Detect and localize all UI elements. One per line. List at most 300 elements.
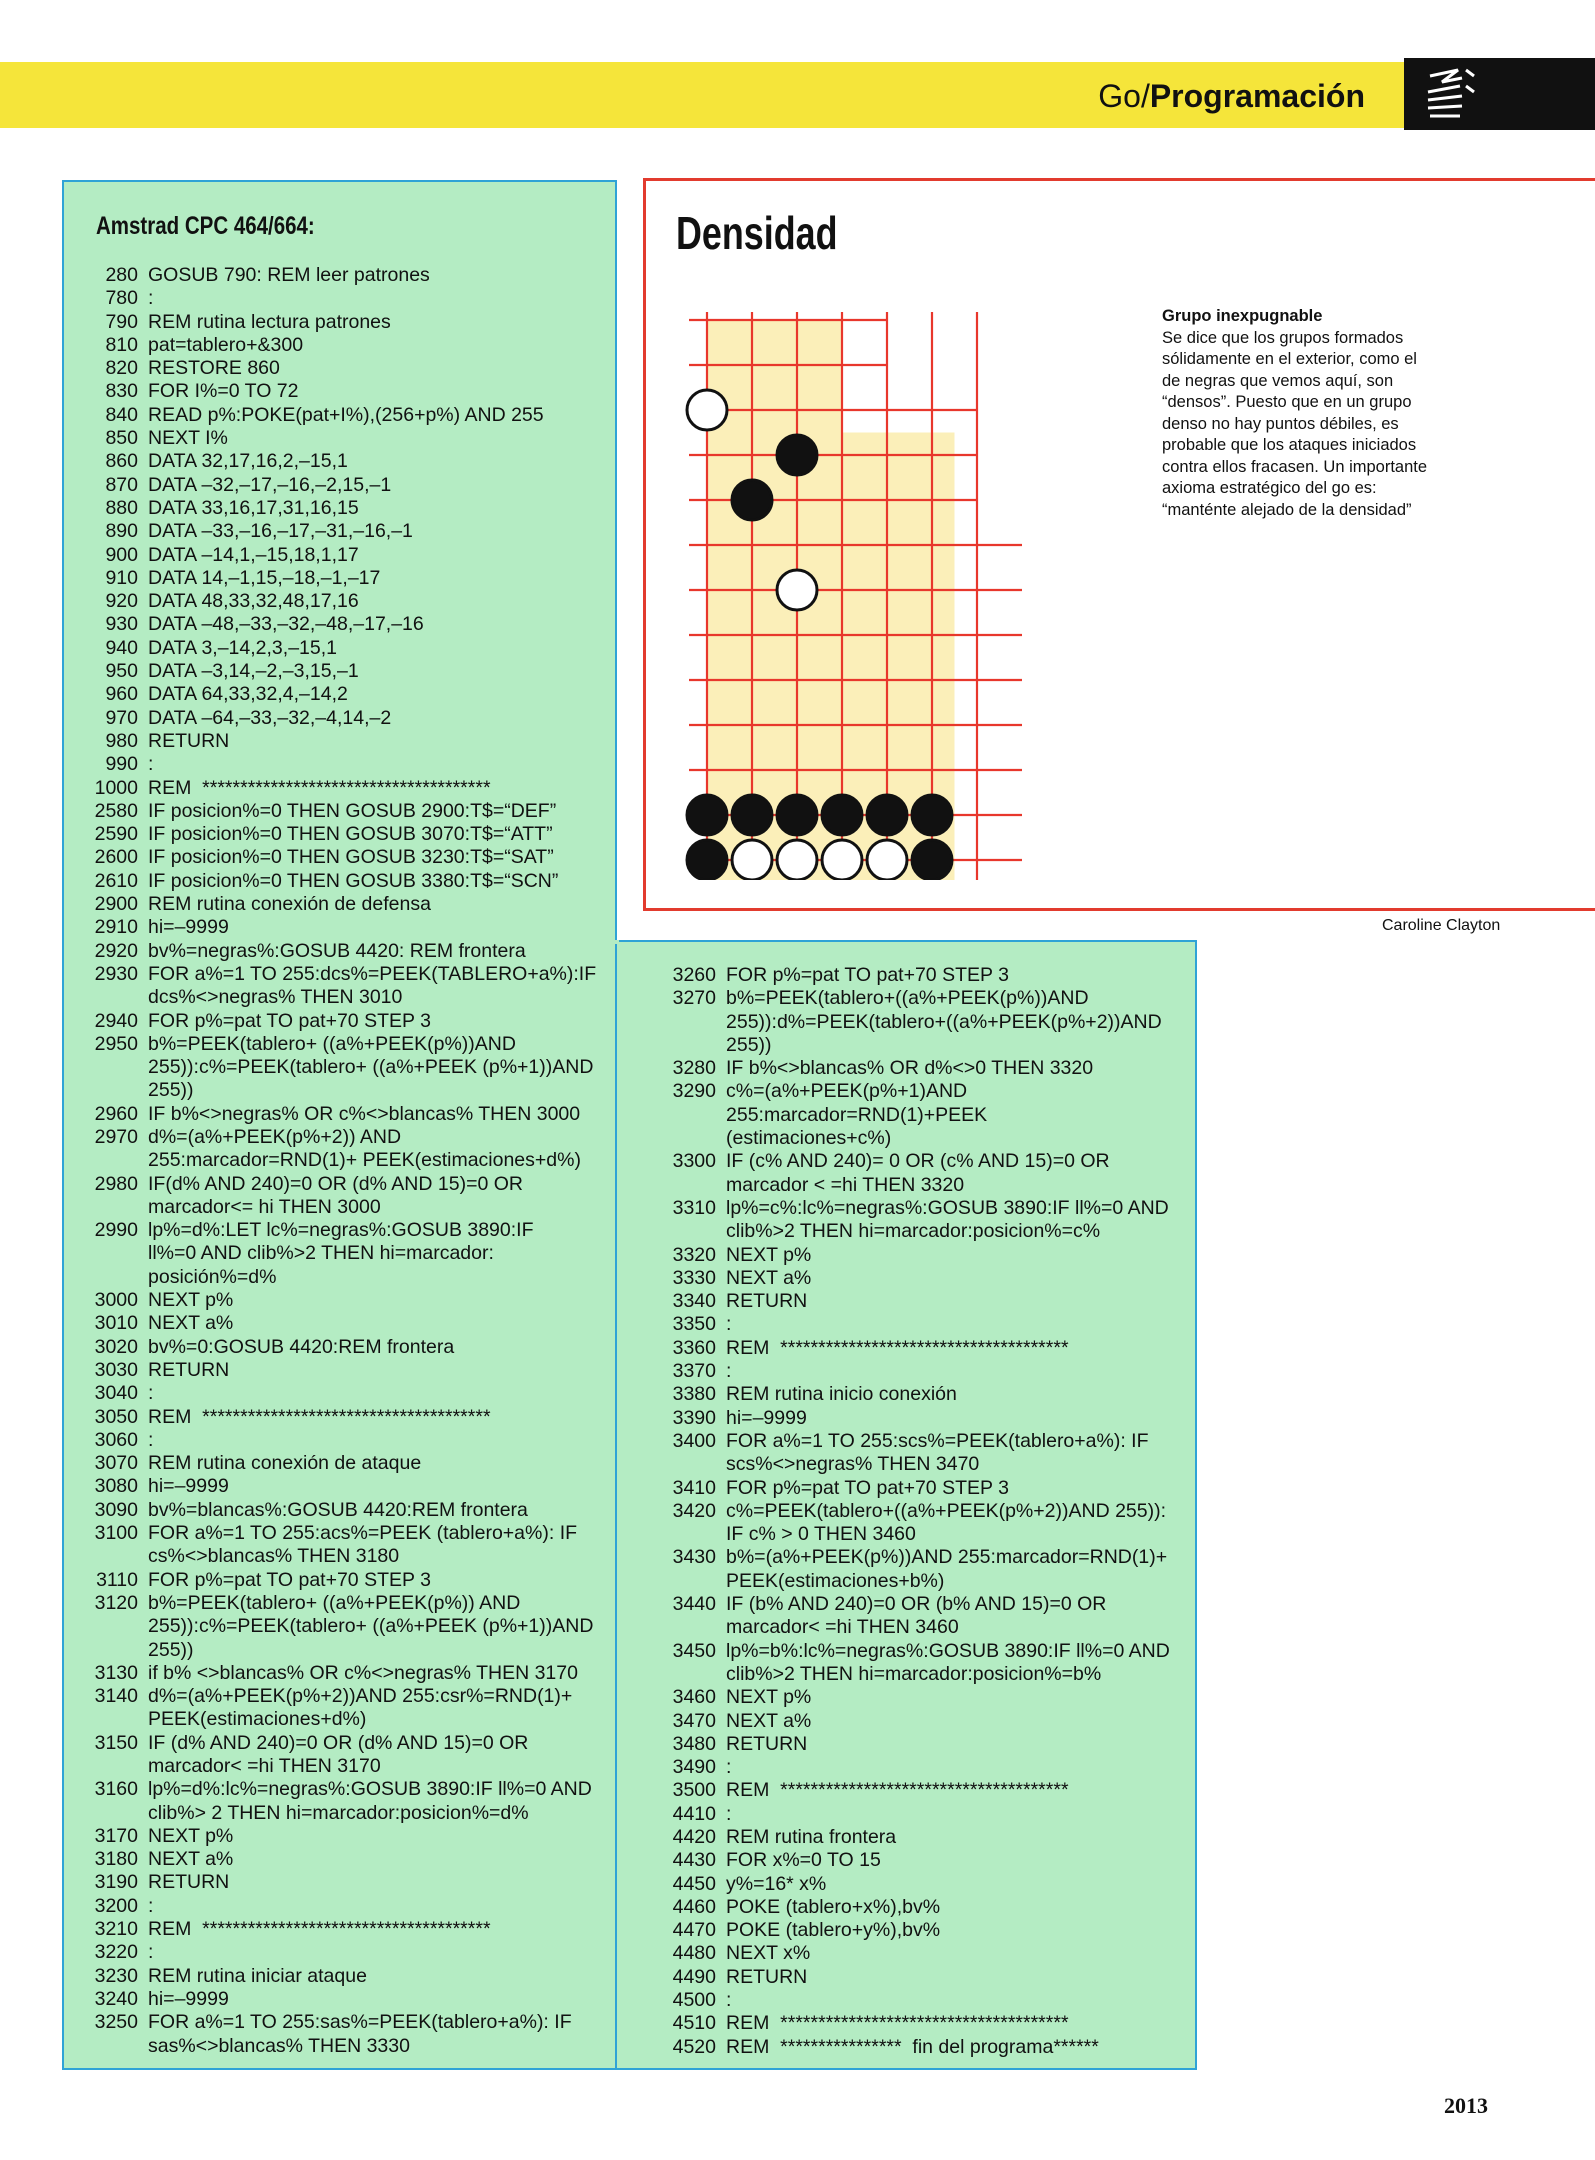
line-code: lp%=d%:LET lc%=negras%:GOSUB 3890:IF (148, 1219, 534, 1242)
line-code: DATA 32,17,16,2,–15,1 (148, 450, 348, 473)
line-number: 3110 (96, 1568, 138, 1591)
line-code: IF b%<>negras% OR c%<>blancas% THEN 3000 (148, 1102, 581, 1125)
line-code: IF (c% AND 240)= 0 OR (c% AND 15)=0 OR (726, 1150, 1110, 1173)
go-board-diagram (680, 290, 1060, 880)
line-code: FOR p%=pat TO pat+70 STEP 3 (726, 1476, 1009, 1499)
line-code: IF (b% AND 240)=0 OR (b% AND 15)=0 OR (726, 1593, 1107, 1616)
code-line (664, 1477, 1170, 1500)
line-number: 2960 (94, 1102, 138, 1125)
line-number: 4460 (672, 1895, 716, 1918)
line-code: b%=PEEK(tablero+((a%+PEEK(p%))AND (726, 987, 1089, 1010)
code-line (86, 1126, 596, 1149)
caption-title: Grupo inexpugnable (1162, 307, 1323, 325)
line-number: 3120 (94, 1591, 138, 1614)
line-number: 900 (105, 543, 138, 566)
black-stone (777, 435, 817, 475)
line-code: FOR p%=pat TO pat+70 STEP 3 (726, 964, 1009, 986)
white-stone (687, 390, 727, 430)
line-code: : (148, 1382, 154, 1405)
line-code: FOR x%=0 TO 15 (726, 1849, 881, 1872)
line-number: 3030 (94, 1358, 138, 1381)
line-code: RETURN (726, 1290, 808, 1313)
line-number: 3500 (672, 1779, 716, 1802)
line-number: 3400 (672, 1429, 716, 1452)
line-number: 810 (105, 333, 138, 356)
line-number: 2580 (94, 799, 138, 822)
line-code: IF posicion%=0 THEN GOSUB 3380:T$=“SCN” (148, 869, 559, 892)
code-line (86, 800, 596, 823)
line-code: DATA 33,16,17,31,16,15 (148, 496, 359, 519)
line-number: 4470 (672, 1919, 716, 1942)
code-line (86, 1639, 596, 1662)
line-number: 890 (105, 520, 138, 543)
line-number: 3420 (672, 1499, 716, 1522)
code-line (664, 1383, 1170, 1406)
line-code: DATA 3,–14,2,3,–15,1 (148, 636, 337, 659)
white-stone (777, 570, 817, 610)
code-line (86, 1569, 596, 1592)
black-stone (777, 795, 817, 835)
line-number: 3060 (94, 1428, 138, 1451)
code-line (86, 1149, 596, 1172)
line-code: REM rutina conexión de defensa (148, 893, 431, 916)
line-code: REM ************************************** (148, 1918, 491, 1941)
code-line (86, 287, 596, 310)
code-line (664, 1546, 1170, 1569)
line-code: 255)) (726, 1033, 772, 1056)
code-line (664, 1360, 1170, 1383)
line-code: marcador< =hi THEN 3460 (726, 1616, 959, 1639)
line-number: 3340 (672, 1290, 716, 1313)
code-line (86, 357, 596, 380)
code-line (86, 380, 596, 403)
code-line (86, 1359, 596, 1382)
code-line (664, 1966, 1170, 1989)
line-code: marcador<= hi THEN 3000 (148, 1195, 381, 1218)
line-code: IF posicion%=0 THEN GOSUB 3230:T$=“SAT” (148, 846, 554, 869)
line-number: 2990 (94, 1219, 138, 1242)
line-code: REM ************************************** (726, 1779, 1069, 1802)
line-number: 3410 (672, 1476, 716, 1499)
code-line (664, 1127, 1170, 1150)
code-line (86, 1848, 596, 1871)
code-line (664, 1779, 1170, 1802)
line-code: FOR I%=0 TO 72 (148, 380, 299, 403)
line-number: 3010 (94, 1312, 138, 1335)
line-code: b%=PEEK(tablero+ ((a%+PEEK(p%))AND (148, 1032, 516, 1055)
line-number: 790 (105, 310, 138, 333)
line-number: 870 (105, 473, 138, 496)
line-number: 3280 (672, 1057, 716, 1080)
line-number: 2900 (94, 893, 138, 916)
line-number: 780 (105, 287, 138, 310)
line-number: 960 (105, 683, 138, 706)
line-code: lp%=b%:lc%=negras%:GOSUB 3890:IF ll%=0 AND (726, 1639, 1170, 1662)
code-line (664, 1034, 1170, 1057)
line-code: : (726, 1313, 732, 1336)
code-line (86, 1918, 596, 1941)
line-code: PEEK(estimaciones+b%) (726, 1569, 945, 1592)
line-number: 4420 (672, 1825, 716, 1848)
line-number: 3090 (94, 1498, 138, 1521)
code-line (664, 1616, 1170, 1639)
line-code: IF c% > 0 THEN 3460 (726, 1523, 916, 1546)
line-code: REM rutina iniciar ataque (148, 1964, 367, 1987)
line-number: 3180 (94, 1848, 138, 1871)
line-number: 880 (105, 496, 138, 519)
line-code: : (726, 1802, 732, 1825)
line-number: 3000 (94, 1289, 138, 1312)
code-line (664, 1220, 1170, 1243)
line-code: : (726, 1989, 732, 2012)
code-line (86, 1475, 596, 1498)
line-number: 3220 (94, 1941, 138, 1964)
line-number: 820 (105, 357, 138, 380)
line-number: 3150 (94, 1731, 138, 1754)
line-code: hi=–9999 (148, 916, 229, 939)
code-line (86, 590, 596, 613)
line-code: dcs%<>negras% THEN 3010 (148, 986, 403, 1009)
line-number: 4410 (672, 1802, 716, 1825)
code-line (664, 1244, 1170, 1267)
line-number: 3140 (94, 1685, 138, 1708)
line-code: POKE (tablero+y%),bv% (726, 1919, 941, 1942)
line-code: clib%>2 THEN hi=marcador:posicion%=b% (726, 1662, 1102, 1685)
line-code: hi=–9999 (148, 1475, 229, 1498)
line-code: DATA 64,33,32,4,–14,2 (148, 683, 348, 706)
code-line (86, 450, 596, 473)
code-line (664, 1663, 1170, 1686)
code-line (86, 730, 596, 753)
line-code: DATA –32,–17,–16,–2,15,–1 (148, 473, 392, 496)
line-number: 3250 (94, 2011, 138, 2034)
code-line (86, 474, 596, 497)
line-code: DATA –33,–16,–17,–31,–16,–1 (148, 520, 413, 543)
code-line (86, 1755, 596, 1778)
line-code: DATA 48,33,32,48,17,16 (148, 590, 359, 613)
line-number: 3040 (94, 1382, 138, 1405)
code-line (664, 1407, 1170, 1430)
line-number: 3290 (672, 1080, 716, 1103)
black-stone (822, 795, 862, 835)
code-line (86, 1289, 596, 1312)
line-number: 3210 (94, 1918, 138, 1941)
line-code: READ p%:POKE(pat+I%),(256+p%) AND 255 (148, 403, 544, 426)
line-number: 3480 (672, 1732, 716, 1755)
code-line (664, 1197, 1170, 1220)
line-number: 3230 (94, 1964, 138, 1987)
line-code: scs%<>negras% THEN 3470 (726, 1453, 980, 1476)
line-code: NEXT p% (148, 1289, 234, 1312)
black-stone (732, 480, 772, 520)
code-line (86, 1406, 596, 1429)
line-code: : (148, 753, 154, 776)
line-code: IF(d% AND 240)=0 OR (d% AND 15)=0 OR (148, 1172, 523, 1195)
illustration-credit: Caroline Clayton (1382, 917, 1501, 934)
code-line (86, 1708, 596, 1731)
code-line (86, 1033, 596, 1056)
code-line (86, 1662, 596, 1685)
code-line (86, 1196, 596, 1219)
line-code: if b% <>blancas% OR c%<>negras% THEN 3170 (148, 1661, 578, 1684)
code-line (86, 777, 596, 800)
line-code: RETURN (726, 1732, 808, 1755)
code-line (664, 1803, 1170, 1826)
line-code: (estimaciones+c%) (726, 1127, 892, 1150)
code-line (86, 427, 596, 450)
line-code: lp%=c%:lc%=negras%:GOSUB 3890:IF ll%=0 AND (726, 1196, 1169, 1219)
line-number: 3130 (94, 1661, 138, 1684)
line-code: GOSUB 790: REM leer patrones (148, 264, 430, 286)
line-number: 3350 (672, 1313, 716, 1336)
line-code: 255)):c%=PEEK(tablero+ ((a%+PEEK (p%+1))AND (148, 1615, 594, 1638)
line-number: 2930 (94, 962, 138, 985)
line-number: 3370 (672, 1360, 716, 1383)
line-number: 910 (105, 566, 138, 589)
code-line (664, 2036, 1170, 2059)
code-line (664, 1267, 1170, 1290)
line-number: 3390 (672, 1406, 716, 1429)
code-line (86, 1592, 596, 1615)
code-line (664, 1826, 1170, 1849)
line-code: NEXT a% (148, 1312, 234, 1335)
code-line (664, 1150, 1170, 1173)
line-number: 850 (105, 427, 138, 450)
code-line (664, 1523, 1170, 1546)
line-number: 3460 (672, 1686, 716, 1709)
line-number: 4520 (672, 2035, 716, 2058)
code-line (664, 987, 1170, 1010)
line-code: POKE (tablero+x%),bv% (726, 1895, 941, 1918)
line-code: FOR a%=1 TO 255:scs%=PEEK(tablero+a%): IF (726, 1429, 1149, 1452)
line-code: PEEK(estimaciones+d%) (148, 1708, 367, 1731)
line-code: RESTORE 860 (148, 357, 280, 380)
line-number: 4500 (672, 1989, 716, 2012)
line-number: 3260 (672, 964, 716, 986)
code-line (86, 264, 596, 287)
line-code: NEXT p% (148, 1824, 234, 1847)
code-line (86, 1871, 596, 1894)
line-number: 3330 (672, 1266, 716, 1289)
line-number: 3380 (672, 1383, 716, 1406)
code-column-2 (664, 964, 1170, 2059)
line-code: REM **************** fin del programa****** (726, 2035, 1099, 2058)
line-code: 255)):c%=PEEK(tablero+ ((a%+PEEK (p%+1))AND (148, 1056, 594, 1079)
line-code: ll%=0 AND clib%>2 THEN hi=marcador: (148, 1242, 494, 1265)
line-number: 3310 (672, 1196, 716, 1219)
code-line (664, 1313, 1170, 1336)
code-line (664, 1640, 1170, 1663)
code-line (86, 1103, 596, 1126)
line-number: 930 (105, 613, 138, 636)
line-code: FOR p%=pat TO pat+70 STEP 3 (148, 1009, 431, 1032)
code-line (86, 870, 596, 893)
line-code: hi=–9999 (726, 1406, 807, 1429)
line-code: FOR a%=1 TO 255:acs%=PEEK (tablero+a%): IF (148, 1522, 578, 1545)
line-code: IF posicion%=0 THEN GOSUB 2900:T$=“DEF” (148, 799, 557, 822)
code-line (86, 893, 596, 916)
line-code: FOR a%=1 TO 255:sas%=PEEK(tablero+a%): IF (148, 2011, 572, 2034)
line-code: IF (d% AND 240)=0 OR (d% AND 15)=0 OR (148, 1731, 529, 1754)
line-code: clib%>2 THEN hi=marcador:posicion%=c% (726, 1220, 1101, 1243)
code-line (86, 1452, 596, 1475)
code-line (664, 1919, 1170, 1942)
code-line (86, 1056, 596, 1079)
line-code: NEXT x% (726, 1942, 811, 1965)
line-number: 3080 (94, 1475, 138, 1498)
line-number: 2610 (94, 869, 138, 892)
code-line (86, 334, 596, 357)
code-line (86, 1965, 596, 1988)
black-stone (732, 795, 772, 835)
white-stone (732, 840, 772, 880)
code-line (664, 1430, 1170, 1453)
section-header (1098, 78, 1365, 115)
line-code: b%=PEEK(tablero+ ((a%+PEEK(p%)) AND (148, 1591, 521, 1614)
code-line (86, 846, 596, 869)
line-number: 3100 (94, 1522, 138, 1545)
section-prefix: Go/ (1098, 78, 1150, 114)
line-number: 3320 (672, 1243, 716, 1266)
code-line (86, 1732, 596, 1755)
line-code: RETURN (148, 729, 230, 752)
line-number: 3470 (672, 1709, 716, 1732)
line-code: marcador< =hi THEN 3170 (148, 1755, 381, 1777)
line-number: 3190 (94, 1871, 138, 1894)
code-line (86, 1545, 596, 1568)
code-line (664, 1733, 1170, 1756)
black-stone (687, 840, 727, 880)
code-line (86, 1778, 596, 1801)
line-code: DATA –64,–33,–32,–4,14,–2 (148, 706, 392, 729)
code-line (664, 1849, 1170, 1872)
line-code: DATA –48,–33,–32,–48,–17,–16 (148, 613, 424, 636)
line-code: : (148, 1894, 154, 1917)
code-line (664, 1873, 1170, 1896)
code-line (86, 1010, 596, 1033)
code-line (86, 1895, 596, 1918)
line-number: 990 (105, 753, 138, 776)
black-stone (867, 795, 907, 835)
line-code: bv%=blancas%:GOSUB 4420:REM frontera (148, 1498, 528, 1521)
line-number: 4430 (672, 1849, 716, 1872)
line-code: marcador < =hi THEN 3320 (726, 1173, 965, 1196)
code-line (86, 753, 596, 776)
code-line (86, 1382, 596, 1405)
code-line (86, 613, 596, 636)
line-number: 840 (105, 403, 138, 426)
code-line (86, 1429, 596, 1452)
line-code: REM ************************************** (148, 1405, 491, 1428)
white-stone (867, 840, 907, 880)
code-line (664, 2012, 1170, 2035)
code-line (664, 1593, 1170, 1616)
code-line (86, 940, 596, 963)
code-line (664, 964, 1170, 987)
black-stone (912, 795, 952, 835)
line-number: 4480 (672, 1942, 716, 1965)
line-code: NEXT p% (726, 1243, 812, 1266)
line-code: REM ************************************** (726, 1336, 1069, 1359)
line-number: 2950 (94, 1032, 138, 1055)
code-line (86, 707, 596, 730)
line-number: 970 (105, 706, 138, 729)
line-number: 3300 (672, 1150, 716, 1173)
line-number: 2970 (94, 1125, 138, 1148)
code-line (86, 497, 596, 520)
code-line (664, 1337, 1170, 1360)
line-number: 3170 (94, 1824, 138, 1847)
line-code: lp%=d%:lc%=negras%:GOSUB 3890:IF ll%=0 AND (148, 1778, 592, 1801)
line-code: : (726, 1360, 732, 1383)
code-line (664, 1570, 1170, 1593)
line-code: 255)):d%=PEEK(tablero+((a%+PEEK(p%+2))AND (726, 1010, 1162, 1033)
line-code: NEXT a% (726, 1266, 812, 1289)
line-code: sas%<>blancas% THEN 3330 (148, 2034, 410, 2057)
line-code: REM rutina inicio conexión (726, 1383, 957, 1406)
line-code: cs%<>blancas% THEN 3180 (148, 1545, 400, 1568)
code-line (664, 1896, 1170, 1919)
line-number: 3240 (94, 1987, 138, 2010)
line-code: FOR p%=pat TO pat+70 STEP 3 (148, 1568, 431, 1591)
code-line (86, 916, 596, 939)
white-stone (822, 840, 862, 880)
line-number: 940 (105, 636, 138, 659)
line-number: 3050 (94, 1405, 138, 1428)
line-code: b%=(a%+PEEK(p%))AND 255:marcador=RND(1)+ (726, 1546, 1168, 1569)
code-line (86, 2035, 596, 2058)
line-number: 3360 (672, 1336, 716, 1359)
code-line (664, 1686, 1170, 1709)
code-line (664, 1290, 1170, 1313)
line-code: RETURN (726, 1965, 808, 1988)
code-line (86, 660, 596, 683)
line-code: 255:marcador=RND(1)+PEEK (726, 1103, 988, 1126)
line-number: 920 (105, 590, 138, 613)
code-line (86, 986, 596, 1009)
line-number: 2980 (94, 1172, 138, 1195)
code-line (664, 1989, 1170, 2012)
line-code: REM rutina frontera (726, 1825, 897, 1848)
line-code: NEXT a% (148, 1848, 234, 1871)
figure-title: Densidad (676, 207, 838, 259)
line-number: 980 (105, 729, 138, 752)
code-line (86, 311, 596, 334)
code-line (664, 1104, 1170, 1127)
line-code: 255)) (148, 1079, 194, 1102)
code-line (664, 1057, 1170, 1080)
code-line (664, 1710, 1170, 1733)
line-code: REM rutina lectura patrones (148, 310, 391, 333)
line-code: : (726, 1756, 732, 1779)
line-number: 3070 (94, 1452, 138, 1475)
code-line (664, 1080, 1170, 1103)
code-line (86, 1825, 596, 1848)
line-code: FOR a%=1 TO 255:dcs%=PEEK(TABLERO+a%):IF (148, 962, 597, 985)
line-code: d%=(a%+PEEK(p%+2)) AND (148, 1125, 402, 1148)
black-stone (687, 795, 727, 835)
line-code: DATA 14,–1,15,–18,–1,–17 (148, 566, 381, 589)
code-line (86, 567, 596, 590)
code-line (86, 1988, 596, 2011)
line-number: 3440 (672, 1593, 716, 1616)
line-code: IF b%<>blancas% OR d%<>0 THEN 3320 (726, 1057, 1094, 1080)
listing-heading: Amstrad CPC 464/664: (96, 212, 315, 240)
code-line (86, 1312, 596, 1335)
line-code: c%=(a%+PEEK(p%+1)AND (726, 1080, 968, 1103)
line-code: : (148, 1941, 154, 1964)
line-code: DATA –3,14,–2,–3,15,–1 (148, 660, 359, 683)
